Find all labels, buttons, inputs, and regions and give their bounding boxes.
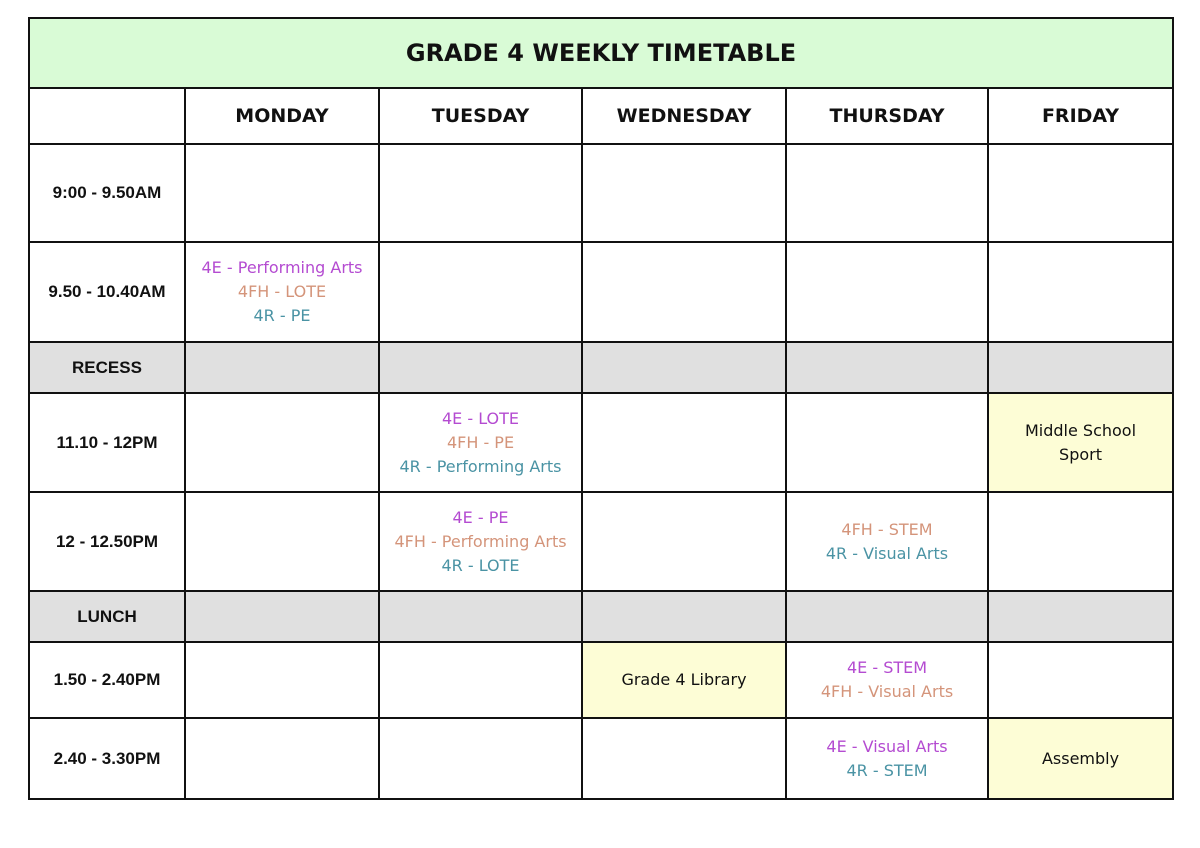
slot-wednesday (582, 718, 786, 799)
slot-monday (185, 242, 379, 342)
class-entry-4r: 4R - STEM (846, 760, 928, 780)
class-entry-4fh: 4FH - PE (446, 432, 515, 452)
period-row (29, 393, 1173, 492)
slot-friday (988, 242, 1173, 342)
slot-wednesday (582, 144, 786, 242)
slot-friday (988, 591, 1173, 642)
event-text: Sport (1059, 444, 1102, 464)
slot-thursday (786, 242, 988, 342)
time-slot-label: 11.10 - 12PM (29, 393, 185, 492)
time-slot-label: 12 - 12.50PM (29, 492, 185, 591)
period-row (29, 492, 1173, 591)
slot-tuesday (379, 591, 582, 642)
break-row (29, 591, 1173, 642)
event-text: Middle School (1024, 420, 1137, 440)
class-entry-4r: 4R - LOTE (441, 555, 520, 575)
class-entry-4r: 4R - Visual Arts (825, 543, 949, 563)
class-entry-4e: 4E - LOTE (441, 408, 520, 428)
period-row (29, 144, 1173, 242)
header-row (29, 88, 1173, 144)
day-header-tuesday: TUESDAY (379, 88, 582, 144)
class-entry-4fh: 4FH - LOTE (237, 282, 327, 301)
slot-tuesday (379, 492, 582, 591)
slot-friday (988, 718, 1173, 799)
slot-friday (988, 144, 1173, 242)
slot-friday (988, 342, 1173, 393)
slot-monday (185, 642, 379, 718)
class-entry-4fh: 4FH - STEM (841, 519, 933, 539)
slot-tuesday (379, 393, 582, 492)
period-row (29, 242, 1173, 342)
slot-thursday (786, 342, 988, 393)
time-slot-label: 1.50 - 2.40PM (29, 642, 185, 718)
event-text: Assembly (1041, 748, 1120, 768)
class-entry-4fh: 4FH - Visual Arts (820, 682, 954, 701)
slot-wednesday (582, 492, 786, 591)
slot-wednesday (582, 242, 786, 342)
time-slot-label: 2.40 - 3.30PM (29, 718, 185, 799)
slot-tuesday (379, 642, 582, 718)
event-text: Grade 4 Library (621, 670, 747, 689)
slot-tuesday (379, 242, 582, 342)
slot-tuesday (379, 718, 582, 799)
slot-wednesday (582, 591, 786, 642)
slot-monday (185, 393, 379, 492)
slot-thursday (786, 642, 988, 718)
slot-tuesday (379, 342, 582, 393)
slot-monday (185, 591, 379, 642)
break-row (29, 342, 1173, 393)
timetable-title: GRADE 4 WEEKLY TIMETABLE (29, 18, 1173, 88)
slot-monday (185, 718, 379, 799)
time-slot-label: 9:00 - 9.50AM (29, 144, 185, 242)
slot-thursday (786, 144, 988, 242)
slot-thursday (786, 718, 988, 799)
class-entry-4e: 4E - STEM (846, 658, 928, 677)
day-header-monday: MONDAY (185, 88, 379, 144)
slot-friday (988, 492, 1173, 591)
time-slot-label: 9.50 - 10.40AM (29, 242, 185, 342)
slot-monday (185, 342, 379, 393)
slot-thursday (786, 591, 988, 642)
corner-cell (29, 88, 185, 144)
class-entry-4r: 4R - Performing Arts (399, 456, 562, 476)
day-header-wednesday: WEDNESDAY (582, 88, 786, 144)
timetable (28, 17, 1174, 800)
class-entry-4e: 4E - PE (452, 507, 509, 527)
break-label: LUNCH (29, 591, 185, 642)
class-entry-4e: 4E - Performing Arts (201, 258, 363, 277)
slot-friday (988, 642, 1173, 718)
break-label: RECESS (29, 342, 185, 393)
day-header-thursday: THURSDAY (786, 88, 988, 144)
class-entry-4fh: 4FH - Performing Arts (394, 531, 567, 551)
class-entry-4r: 4R - PE (253, 306, 311, 325)
slot-wednesday (582, 642, 786, 718)
slot-thursday (786, 492, 988, 591)
class-entry-4e: 4E - Visual Arts (826, 736, 948, 756)
period-row (29, 718, 1173, 799)
slot-friday (988, 393, 1173, 492)
day-header-friday: FRIDAY (988, 88, 1173, 144)
slot-wednesday (582, 393, 786, 492)
title-row (29, 18, 1173, 88)
period-row (29, 642, 1173, 718)
slot-wednesday (582, 342, 786, 393)
slot-thursday (786, 393, 988, 492)
slot-monday (185, 492, 379, 591)
slot-tuesday (379, 144, 582, 242)
slot-monday (185, 144, 379, 242)
